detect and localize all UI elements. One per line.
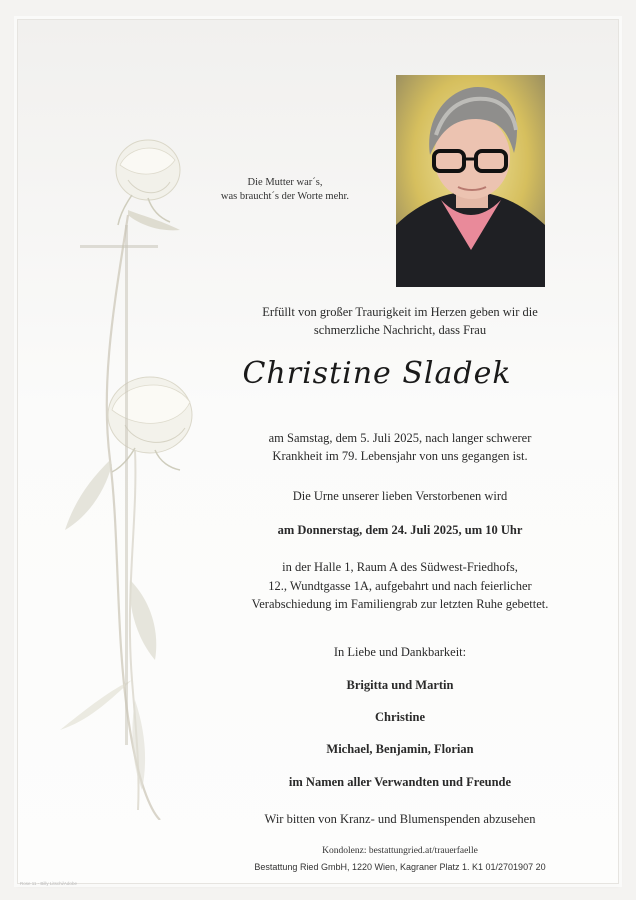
death-line: Krankheit im 79. Lebensjahr von uns gegangen ist.: [272, 449, 528, 463]
place-line: 12., Wundtgasse 1A, aufgebahrt und nach feierlicher: [268, 578, 532, 593]
death-notice: [200, 429, 600, 465]
intro-line: Erfüllt von großer Traurigkeit im Herzen geben wir die: [262, 305, 538, 319]
deceased-name: Christine Sladek: [242, 356, 512, 391]
rose-leaf: [130, 580, 157, 660]
rose-leaf: [60, 680, 132, 730]
cross-icon-bar: [80, 245, 158, 248]
rose-leaf: [65, 460, 112, 530]
rose-leaf: [132, 700, 145, 790]
place-line: in der Halle 1, Raum A des Südwest-Friedhofs,: [282, 560, 518, 574]
rose-illustration: [20, 120, 220, 820]
mourner: Christine: [375, 710, 425, 724]
rose-leaf: [128, 210, 180, 230]
intro-text: [200, 303, 600, 339]
urne-text: Die Urne unserer lieben Verstorbenen wird: [292, 489, 508, 503]
death-line: am Samstag, dem 5. Juli 2025, nach langer schwerer: [268, 431, 532, 445]
mourner: Michael, Benjamin, Florian: [326, 742, 474, 756]
funeral-home-address: Bestattung Ried GmbH, 1220 Wien, Kagraner Platz 1. K1 01/2701907 20: [254, 862, 546, 872]
condolence-link[interactable]: Kondolenz: bestattungried.at/trauerfaelle: [322, 846, 478, 856]
mourner: im Namen aller Verwandten und Freunde: [288, 775, 512, 789]
donation-request: Wir bitten von Kranz- und Blumenspenden abzusehen: [264, 812, 536, 826]
mourner: Brigitta und Martin: [346, 678, 454, 692]
love-text: In Liebe und Dankbarkeit:: [333, 645, 467, 659]
portrait-photo: [396, 75, 545, 287]
ceremony-place: [200, 558, 600, 614]
ceremony-date: am Donnerstag, dem 24. Juli 2025, um 10 Uhr: [277, 523, 523, 537]
cross-icon: [125, 225, 128, 745]
image-credit: Rose 11 - Billy Litschi/Adobe: [20, 881, 77, 886]
place-line: Verabschiedung im Familiengrab zur letzten Ruhe gebettet.: [251, 597, 549, 611]
quote-line: was braucht´s der Worte mehr.: [220, 191, 350, 202]
intro-line: schmerzliche Nachricht, dass Frau: [313, 323, 487, 337]
quote: [200, 176, 370, 204]
quote-line: Die Mutter war´s,: [247, 177, 323, 188]
